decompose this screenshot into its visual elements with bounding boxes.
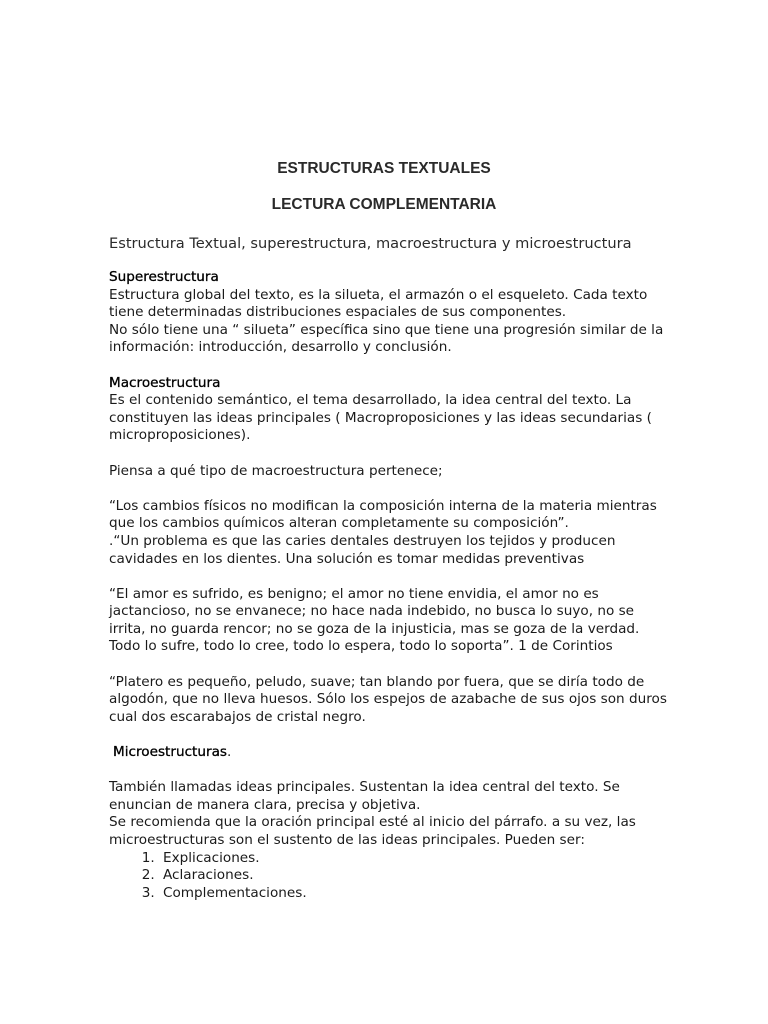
microestructuras-heading-line [109,744,669,762]
document-subtitle: LECTURA COMPLEMENTARIA [271,196,497,213]
document-title: ESTRUCTURAS TEXTUALES [277,160,491,177]
list-item: 1. Explicaciones. [159,850,669,868]
microestructuras-paragraph-2: Se recomienda que la oración principal esté al inicio del párrafo. a su vez, las microestructuras son el sustento de las ideas principales. Pueden ser: [109,814,636,848]
list-item: 2. Aclaraciones. [159,867,669,885]
macroestructura-prompt: Piensa a qué tipo de macroestructura pertenece; [109,462,443,479]
macroestructura-heading: Macroestructura [109,374,221,391]
document-body [109,234,669,902]
macroestructura-paragraph-1: Es el contenido semántico, el tema desarrollado, la idea central del texto. La constituyen las ideas principales ( Macroproposiciones y las ideas secundarias ( microproposiciones). [109,392,652,444]
microestructuras-heading-suffix: . [227,744,232,761]
intro-heading: Estructura Textual, superestructura, macroestructura y microestructura [109,235,632,252]
quote-physical-changes: “Los cambios físicos no modifican la composición interna de la materia mientras que los cambios químicos alteran completamente su composición”. [109,497,657,532]
microestructuras-list [109,850,669,903]
list-item: 3. Complementaciones. [159,885,669,903]
quote-dental-caries: .“Un problema es que las caries dentales destruyen los tejidos y producen cavidades en los dientes. Una solución es tomar medidas preventivas [109,532,616,567]
microestructuras-paragraph-1: También llamadas ideas principales. Sustentan la idea central del texto. Se enuncian de manera clara, precisa y objetiva. [109,779,620,813]
superestructura-paragraph-2: No sólo tiene una “ silueta” específica sino que tiene una progresión similar de la información: introducción, desarrollo y conclusión. [109,321,664,356]
quote-platero: “Platero es pequeño, peludo, suave; tan blando por fuera, que se diría todo de algodón, que no lleva huesos. Sólo los espejos de azabache de sus ojos son duros cual dos escarabajos de cristal negro. [109,673,667,725]
quote-corintios: “El amor es sufrido, es benigno; el amor no tiene envidia, el amor no es jactancioso, no se envanece; no hace nada indebido, no busca lo suyo, no se irrita, no guarda rencor; no se goza de la injusticia, mas se goza de la verdad. Todo lo sufre, todo lo cree, todo lo espera, todo lo soporta”. 1 de Corintios [109,585,640,655]
microestructuras-heading: Microestructuras [113,744,227,761]
superestructura-heading: Superestructura [109,269,219,285]
superestructura-paragraph-1: Estructura global del texto, es la silueta, el armazón o el esqueleto. Cada texto tiene determinadas distribuciones espaciales de sus componentes. [109,286,648,321]
